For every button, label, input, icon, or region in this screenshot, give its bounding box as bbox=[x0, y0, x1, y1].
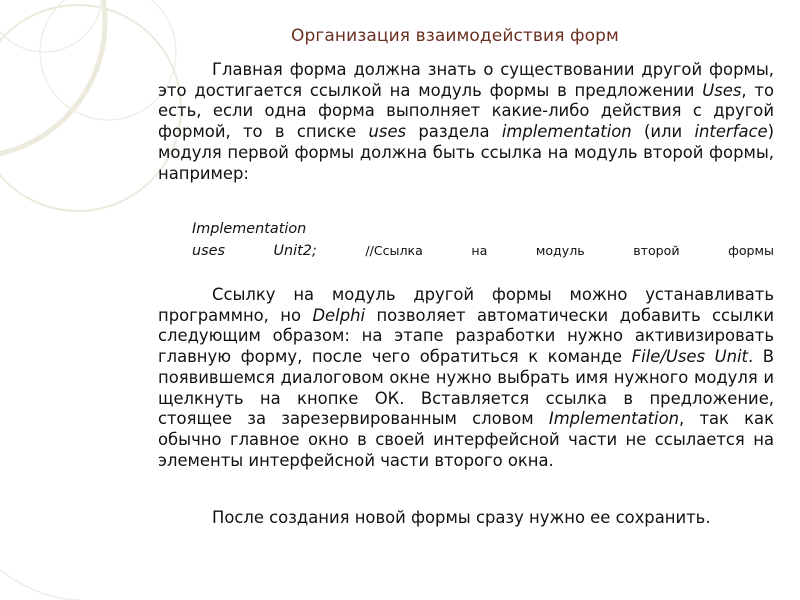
paragraph-main-form bbox=[158, 60, 774, 184]
text-italic: Implementation bbox=[548, 409, 680, 429]
code-comment-word: второй bbox=[633, 243, 680, 258]
text-segment: раздела bbox=[406, 122, 502, 142]
text-italic: File/Uses Unit bbox=[631, 347, 748, 367]
text-segment: Главная форма должна знать о существовании другой формы, это достигается ссылкой на модуль формы в предложении bbox=[158, 60, 774, 100]
paragraph-save-form bbox=[158, 508, 774, 529]
paragraph-programmatic-link bbox=[158, 285, 774, 471]
text-segment: , так как обычно главное окно в своей интерфейсной части не ссылается на элементы интерфейсной части второго окна. bbox=[158, 409, 774, 470]
text-segment: После создания новой формы сразу нужно ее сохранить. bbox=[212, 508, 711, 527]
code-comment-word: формы bbox=[728, 243, 774, 258]
text-segment: , то есть, если одна форма выполняет какие-либо действия с другой формой, то в списке bbox=[158, 80, 774, 142]
text-segment: . В появившемся диалоговом окне нужно выбрать имя нужного модуля и щелкнуть на кнопке ОК. Вставляется ссылка в предложение, стоящее за зарезервированным словом bbox=[158, 347, 774, 429]
code-keyword-uses: uses bbox=[192, 243, 225, 259]
code-comment-word: модуль bbox=[535, 243, 585, 258]
text-italic: interface bbox=[694, 122, 768, 142]
text-italic: Delphi bbox=[312, 305, 366, 325]
slide-title: Организация взаимодействия форм bbox=[290, 26, 619, 46]
text-segment: (или bbox=[631, 122, 695, 142]
text-segment: Ссылку на модуль другой формы можно устанавливать программно, но bbox=[158, 285, 774, 325]
code-line-implementation bbox=[192, 218, 774, 240]
code-line-uses bbox=[192, 240, 774, 262]
text-italic: uses bbox=[368, 122, 407, 142]
code-comment-word: на bbox=[471, 243, 488, 258]
code-keyword: Implementation bbox=[192, 221, 307, 237]
text-italic: implementation bbox=[501, 122, 632, 142]
text-segment: ) модуля первой формы должна быть ссылка на модуль второй формы, например: bbox=[158, 122, 774, 183]
text-italic: Uses bbox=[702, 80, 742, 100]
code-comment-word: //Ссылка bbox=[365, 243, 423, 258]
text-segment: позволяет автоматически добавить ссылки следующим образом: на этапе разработки нужно активизировать главную форму, после чего обратиться к команде bbox=[158, 305, 774, 367]
code-unit-name: Unit2; bbox=[273, 243, 317, 259]
